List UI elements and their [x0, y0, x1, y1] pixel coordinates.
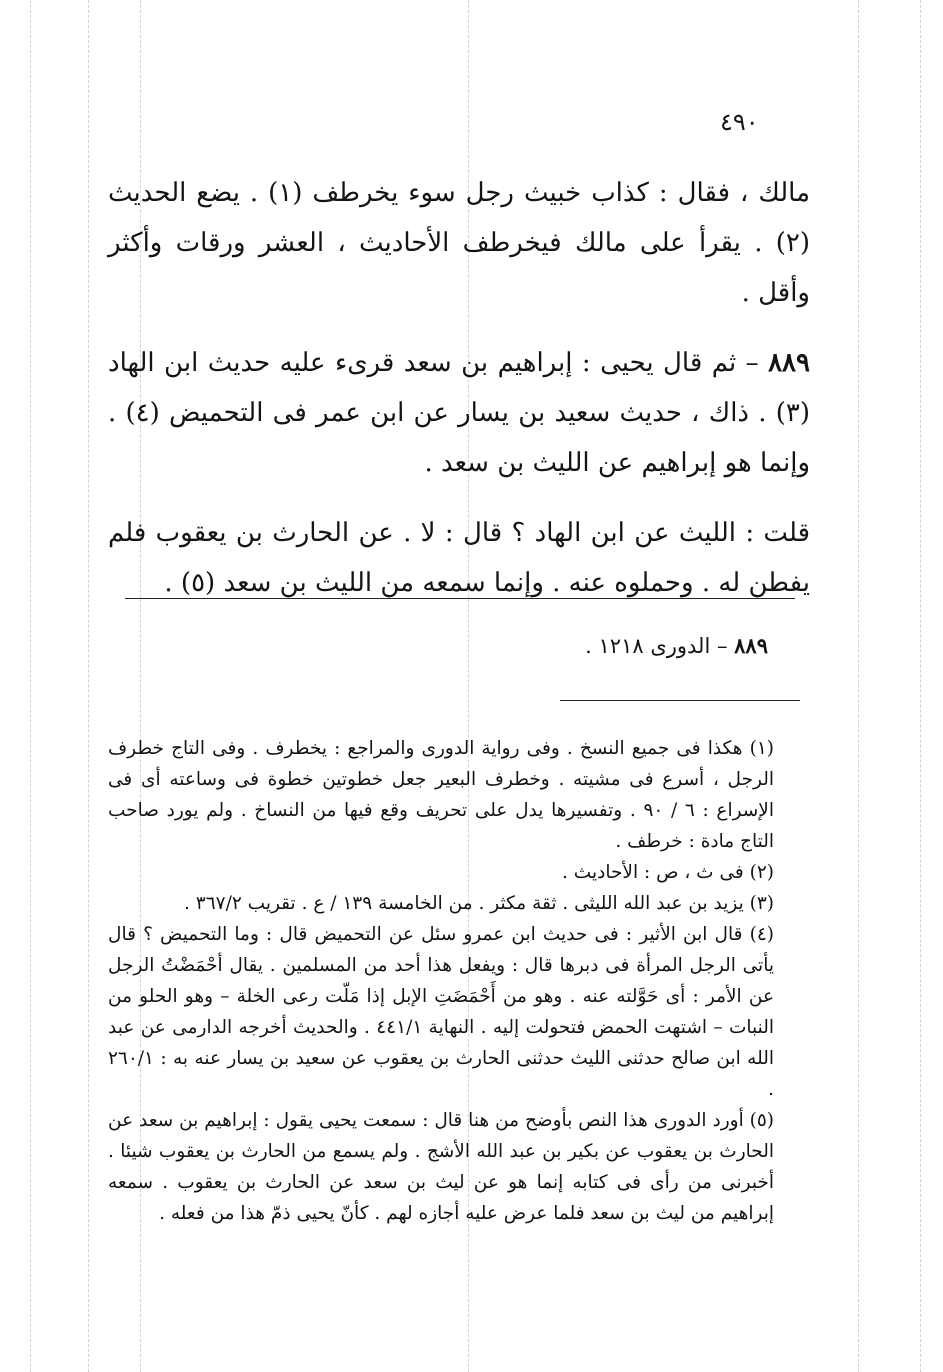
paragraph-3: قلت : الليث عن ابن الهاد ؟ قال : لا . عن الحارث بن يعقوب فلم يفطن له . وحملوه عنه . وإنما سمعه من الليث بن سعد (٥) .: [108, 518, 810, 598]
reference-text: – الدورى ١٢١٨ .: [585, 634, 735, 658]
main-text: [108, 168, 810, 608]
entry-number: ٨٨٩: [768, 348, 810, 378]
scan-guide-line: [858, 0, 859, 1372]
footnotes: [108, 733, 810, 1229]
scan-guide-line: [920, 0, 921, 1372]
footnote-3: (٣) يزيد بن عبد الله الليثى . ثقة مكثر . من الخامسة ١٣٩ / ع . تقريب ٣٦٧/٢ .: [184, 893, 774, 914]
notes-separator: [560, 700, 800, 701]
footnote-5: (٥) أورد الدورى هذا النص بأوضح من هنا قال : سمعت يحيى يقول : إبراهيم بن سعد عن الحارث بن يعقوب عن بكير بن عبد الله الأشج . ولم يسمع من الحارث بن يعقوب شيئا . أخبرنى من رأى فى كتابه إنما هو عن ليث بن سعد عن الحارث بن يعقوب . سمعه إبراهيم من ليث بن سعد فلما عرض عليه أجازه لهم . كأنّ يحيى ذمّ هذا من فعله .: [108, 1110, 774, 1224]
scan-guide-line: [88, 0, 89, 1372]
reference-line: [108, 628, 768, 664]
page-number: ٤٩٠: [720, 108, 759, 136]
footnote-4: (٤) قال ابن الأثير : فى حديث ابن عمرو سئل عن التحميض قال : وما التحميض ؟ قال يأتى الرجل المرأة فى دبرها قال : ويفعل هذا أحد من المسلمين . يقال أحْمَضْتُ الرجل عن الأمر : أى حَوَّلته عنه . وهو من أَحْمَضَتِ الإبل إذا مَلّت رعى الخلة – وهو الحلو من النبات – اشتهت الحمض فتحولت إليه . النهاية ٤٤١/١ . والحديث أخرجه الدارمى عن عبد الله ابن صالح حدثنى الليث حدثنى الحارث بن يعقوب عن سعيد بن يسار عنه به : ٢٦٠/١ .: [108, 924, 774, 1100]
entry-text: – ثم قال يحيى : إبراهيم بن سعد قرىء عليه حديث ابن الهاد (٣) . ذاك ، حديث سعيد بن يسار عن ابن عمر فى التحميض (٤) . وإنما هو إبراهيم عن الليث بن سعد .: [108, 348, 810, 478]
paragraph-889: [108, 338, 810, 488]
footnote-1: (١) هكذا فى جميع النسخ . وفى رواية الدورى والمراجع : يخطرف . وفى التاج خطرف الرجل ، أسرع فى مشيته . وخطرف البعير جعل خطوتين خطوة فى وساعته أى فى الإسراع : ٦ / ٩٠ . وتفسيرها يدل على تحريف وقع فيها من النساخ . ولم يورد صاحب التاج مادة : خرطف .: [108, 738, 774, 852]
footnote-2: (٢) فى ث ، ص : الأحاديث .: [562, 862, 774, 883]
paragraph-1: مالك ، فقال : كذاب خبيث رجل سوء يخرطف (١) . يضع الحديث (٢) . يقرأ على مالك فيخرطف الأحاديث ، العشر ورقات وأكثر وأقل .: [108, 178, 810, 308]
reference-number: ٨٨٩: [734, 633, 768, 658]
scan-guide-line: [30, 0, 31, 1372]
footnote-separator: [125, 598, 795, 599]
